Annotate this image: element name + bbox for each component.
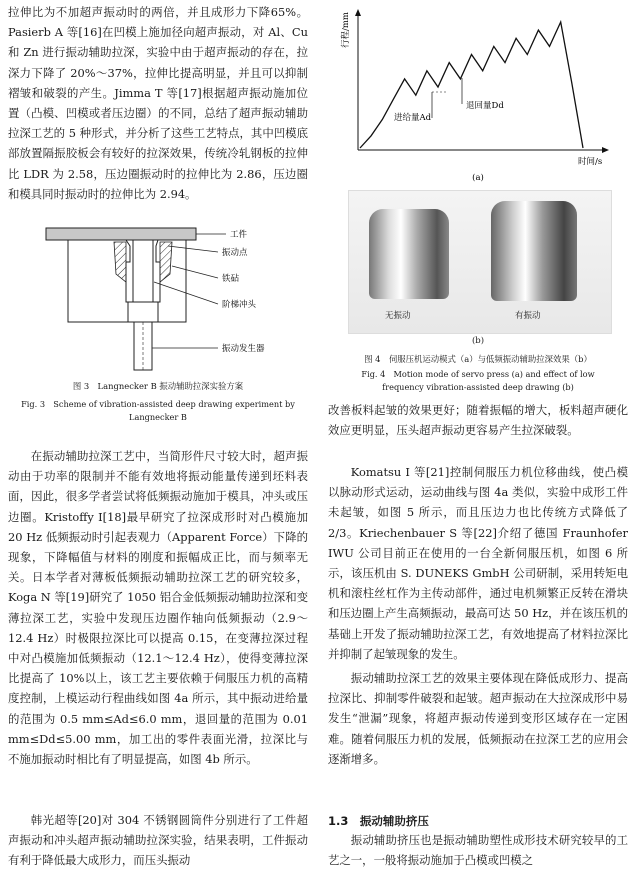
figure-4a-chart xyxy=(328,0,628,186)
label-generator: 振动发生器 xyxy=(222,344,265,354)
feed-label: 进给量Ad xyxy=(394,113,432,123)
left-sample-label: 无振动 xyxy=(385,311,411,321)
paragraph: 改善板料起皱的效果更好；随着振幅的增大，板料超声硬化效应更明显，压头超声振动更容易产生拉深破裂。 xyxy=(328,403,628,438)
paragraph: 韩光超等[20]对 304 不锈钢圆筒件分别进行了工件超声振动和冲头超声振动辅助拉深实验，结果表明，工件振动有利于降低最大成形力，而压头振动 xyxy=(8,813,308,868)
sample-no-vibration xyxy=(369,209,449,299)
paragraph: 在振动辅助拉深工艺中，当简形件尺寸较大时，超声振动由于功率的限制并不能有效地将振动能量传递到坯料表面，因此，很多学者尝试将低频振动施加于模具，冲头或压边圈。Kristoffy I[18]最早研究了拉深成形时对凸模施加 20 Hz 低频振动时引起表观力（Apparent Force）下降的现象，下降幅值与材料的刚度和振幅成正比，而与频率无关。日本学者对薄板低频振动辅助拉深工艺的研究较多，Koga N 等[19]研究了 1050 铝合金低频振动辅助拉深和变薄拉深工艺，实验中发现压边圈作轴向低频振动（2.9～12.4 Hz）时极限拉深比可以提高 0.15，在变薄拉深过程中对凸模施加低频振动（12.1～12.4 Hz），使得变薄拉深比提高了 10%以上，该工艺主要依赖于伺服压力机的高精度控制，上模运动行程曲线如图 4a 所示，其中振动进给量的范围为 0.5 mm≤Ad≤6.0 mm，退回量的范围为 0.01 mm≤Dd≤5.00 mm，加工出的零件表面光滑，拉深比与不施加振动时相比有了明显提高，如图 4b 所示。 xyxy=(8,449,308,767)
label-horn: 铁砧 xyxy=(222,274,240,284)
paragraph: 拉伸比为不加超声振动时的两倍，并且成形力下降65%。Pasierb A 等[16]在凹模上施加径向超声振动，对 Al、Cu 和 Zn 进行振动辅助拉深，实验中由于超声振动的存在，拉深力下降了 20%～37%，拉伸比提高明显，并且可以抑制褶皱和破裂的产生。Jimma T 等[17]根据超声振动施加位置（凸模、凹模或者压边圈）的不同，总结了超声振动辅助拉深工艺的 5 种形式，并分析了这些工艺特点，其中凹模底部放置隔振胶板会有较好的拉深效果，传统冷轧钢板的拉伸比 LDR 为 2.58，压边圈振动时的拉伸比为 2.86，压边圈和模具同时振动时的拉伸比为 2.94。 xyxy=(8,5,308,201)
sub-a-label: (a) xyxy=(472,173,484,183)
figure-4-caption-en-2: frequency vibration-assisted deep drawing (b) xyxy=(382,382,574,392)
figure-4b-photo xyxy=(348,190,612,334)
label-vibration-point: 振动点 xyxy=(222,248,248,258)
figure-4-caption-cn: 图 4 伺服压机运动模式（a）与低频振动辅助拉深效果（b） xyxy=(364,354,592,364)
section-heading: 1.3 振动辅助挤压 xyxy=(328,814,429,828)
figure-3-caption-cn: 图 3 Langnecker B 振动辅助拉深实验方案 xyxy=(72,381,244,391)
label-stepped-punch: 阶梯冲头 xyxy=(222,300,257,310)
figure-4-caption-en-1: Fig. 4 Motion mode of servo press (a) and effect of low xyxy=(361,369,595,379)
paragraph: Komatsu I 等[21]控制伺服压力机位移曲线，使凸模以脉动形式运动，运动曲线与图 4a 类似，实验中成形工件未起皱，如图 5 所示，而且压边力也比传统方式降低了 2/3。Kriechenbauer S 等[22]介绍了德国 Fraunhofer IWU 公司目前正在使用的一台全新伺服压机，如图 6 所示，该压机由 S. DUNEKS GmbH 公司研制，采用转矩电机和滚柱丝杠作为主传动部件，通过电机频繁正反转在滑块和压边圈上产生高频振动，最高可达 50 Hz，并在该压机的基础上开发了振动辅助拉深工艺，有效地提高了材料拉深比并抑制了起皱现象的发生。 xyxy=(328,465,628,661)
figure-3 xyxy=(8,222,308,432)
figure-4 xyxy=(328,0,628,400)
y-axis-label: 行程/mm xyxy=(341,12,351,48)
sub-b-label: (b) xyxy=(471,336,485,346)
stroke-curve-line xyxy=(360,22,583,148)
label-workpiece: 工件 xyxy=(230,230,248,240)
workpiece-plate xyxy=(46,228,196,240)
sample-with-vibration xyxy=(491,201,577,301)
paragraph: 振动辅助挤压也是振动辅助塑性成形技术研究较早的工艺之一，一般将振动施加于凸模或凹模之 xyxy=(328,833,628,868)
paragraph: 振动辅助拉深工艺的效果主要体现在降低成形力、提高拉深比、抑制零件破裂和起皱。超声振动在大拉深成形中易发生“泄漏”现象，将超声振动传递到变形区域存在一定困难。随着伺服压力机的发展，低频振动在拉深工艺的应用会逐渐增多。 xyxy=(328,671,628,766)
figure-3-caption-en: Fig. 3 Scheme of vibration-assisted deep drawing experiment by Langnecker B xyxy=(21,399,295,422)
return-label: 退回量Dd xyxy=(466,101,504,111)
figure-3-diagram xyxy=(8,222,308,392)
right-sample-label: 有振动 xyxy=(515,311,541,321)
stepped-punch xyxy=(133,240,153,302)
x-axis-label: 时间/s xyxy=(578,157,603,167)
